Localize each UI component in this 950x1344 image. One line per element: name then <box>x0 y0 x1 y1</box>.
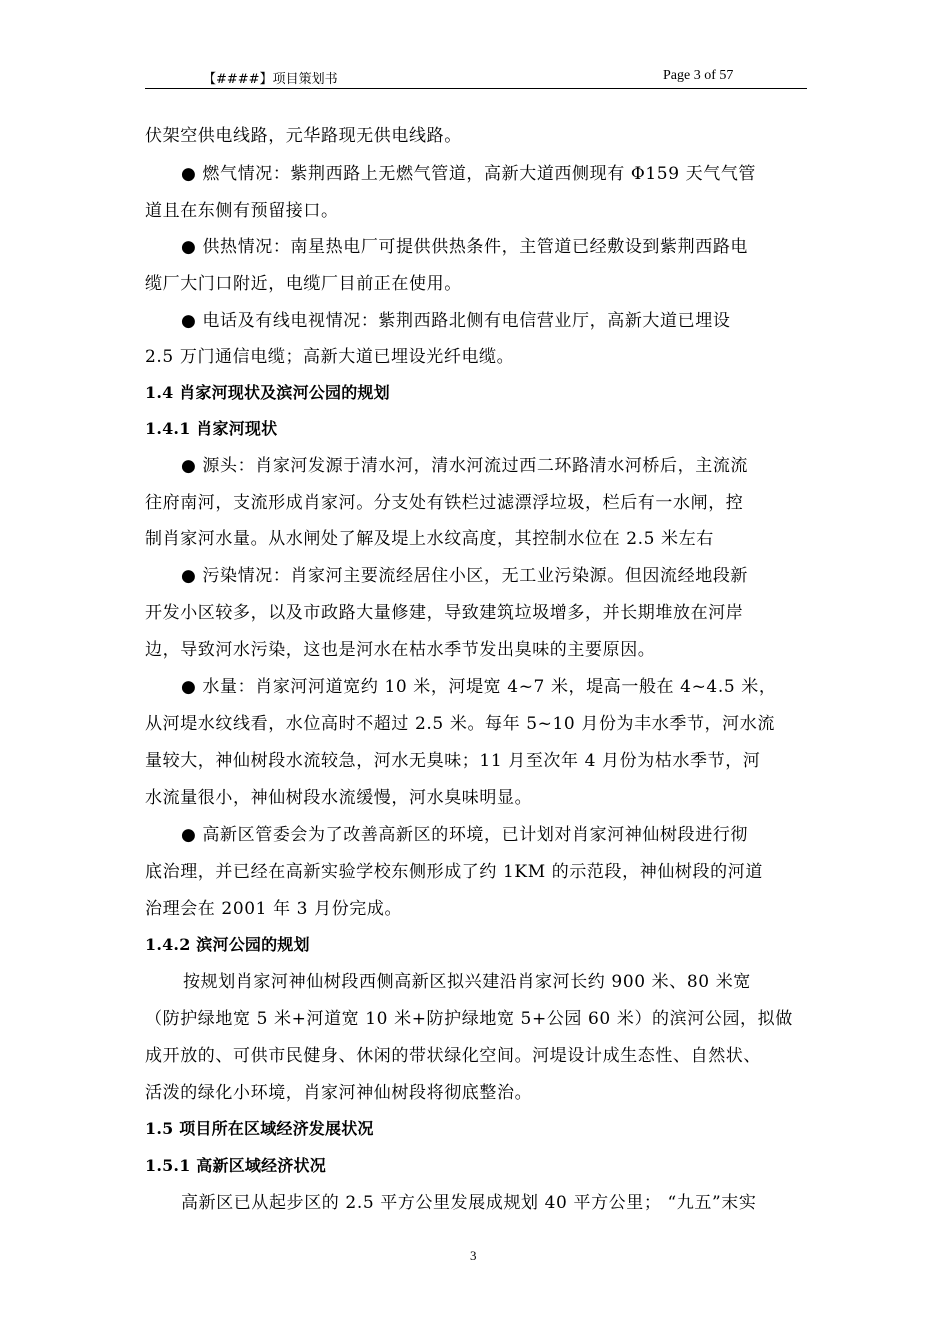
header-page-indicator: Page 3 of 57 <box>663 68 734 83</box>
body-line: 往府南河，支流形成肖家河。分支处有铁栏过滤漂浮垃圾，栏后有一水闸，控 <box>145 493 744 513</box>
section-heading: 1.5 项目所在区域经济发展状况 <box>145 1119 374 1138</box>
section-heading: 1.4 肖家河现状及滨河公园的规划 <box>145 383 390 402</box>
body-line: 制肖家河水量。从水闸处了解及堤上水纹高度，其控制水位在 2.5 米左右 <box>145 529 714 549</box>
body-line: 从河堤水纹线看，水位高时不超过 2.5 米。每年 5~10 月份为丰水季节，河水流 <box>145 714 775 734</box>
subsection-heading: 1.4.2 滨河公园的规划 <box>145 935 310 954</box>
body-line: 成开放的、可供市民健身、休闲的带状绿化空间。河堤设计成生态性、自然状、 <box>145 1046 761 1066</box>
body-line: 高新区已从起步区的 2.5 平方公里发展成规划 40 平方公里； “九五”末实 <box>181 1193 757 1213</box>
body-line: 量较大，神仙树段水流较急，河水无臭味；11 月至次年 4 月份为枯水季节，河 <box>145 751 761 771</box>
body-line: （防护绿地宽 5 米+河道宽 10 米+防护绿地宽 5+公园 60 米）的滨河公园，拟做 <box>145 1009 793 1029</box>
bullet-item: ● 电话及有线电视情况：紫荆西路北侧有电信营业厅，高新大道已埋设 <box>181 311 731 331</box>
body-line: 活泼的绿化小环境，肖家河神仙树段将彻底整治。 <box>145 1083 533 1103</box>
body-line: 伏架空供电线路，元华路现无供电线路。 <box>145 126 462 146</box>
subsection-heading: 1.4.1 肖家河现状 <box>145 419 278 438</box>
bullet-item: ● 供热情况：南星热电厂可提供供热条件，主管道已经敷设到紫荆西路电 <box>181 237 749 257</box>
bullet-item: ● 源头：肖家河发源于清水河，清水河流过西二环路清水河桥后，主流流 <box>181 456 749 476</box>
subsection-heading: 1.5.1 高新区域经济状况 <box>145 1156 326 1175</box>
body-line: 治理会在 2001 年 3 月份完成。 <box>145 899 403 919</box>
header-doc-title: 【####】项目策划书 <box>203 72 338 87</box>
bullet-item: ● 燃气情况：紫荆西路上无燃气管道，高新大道西侧现有 Φ159 天气气管 <box>181 164 757 184</box>
body-line: 水流量很小，神仙树段水流缓慢，河水臭味明显。 <box>145 788 533 808</box>
body-line: 底治理，并已经在高新实验学校东侧形成了约 1KM 的示范段，神仙树段的河道 <box>145 862 763 882</box>
body-line: 边，导致河水污染，这也是河水在枯水季节发出臭味的主要原因。 <box>145 640 656 660</box>
body-line: 按规划肖家河神仙树段西侧高新区拟兴建沿肖家河长约 900 米、80 米宽 <box>183 972 751 992</box>
body-line: 开发小区较多，以及市政路大量修建，导致建筑垃圾增多，并长期堆放在河岸 <box>145 603 744 623</box>
page-number: 3 <box>470 1248 477 1263</box>
bullet-item: ● 水量：肖家河河道宽约 10 米，河堤宽 4~7 米，堤高一般在 4~4.5 米， <box>181 677 777 697</box>
bullet-item: ● 污染情况：肖家河主要流经居住小区，无工业污染源。但因流经地段新 <box>181 566 749 586</box>
bullet-item: ● 高新区管委会为了改善高新区的环境，已计划对肖家河神仙树段进行彻 <box>181 825 749 845</box>
page-header <box>145 66 807 89</box>
body-line: 缆厂大门口附近，电缆厂目前正在使用。 <box>145 274 462 294</box>
body-line: 2.5 万门通信电缆；高新大道已埋设光纤电缆。 <box>145 347 515 367</box>
body-line: 道且在东侧有预留接口。 <box>145 201 339 221</box>
